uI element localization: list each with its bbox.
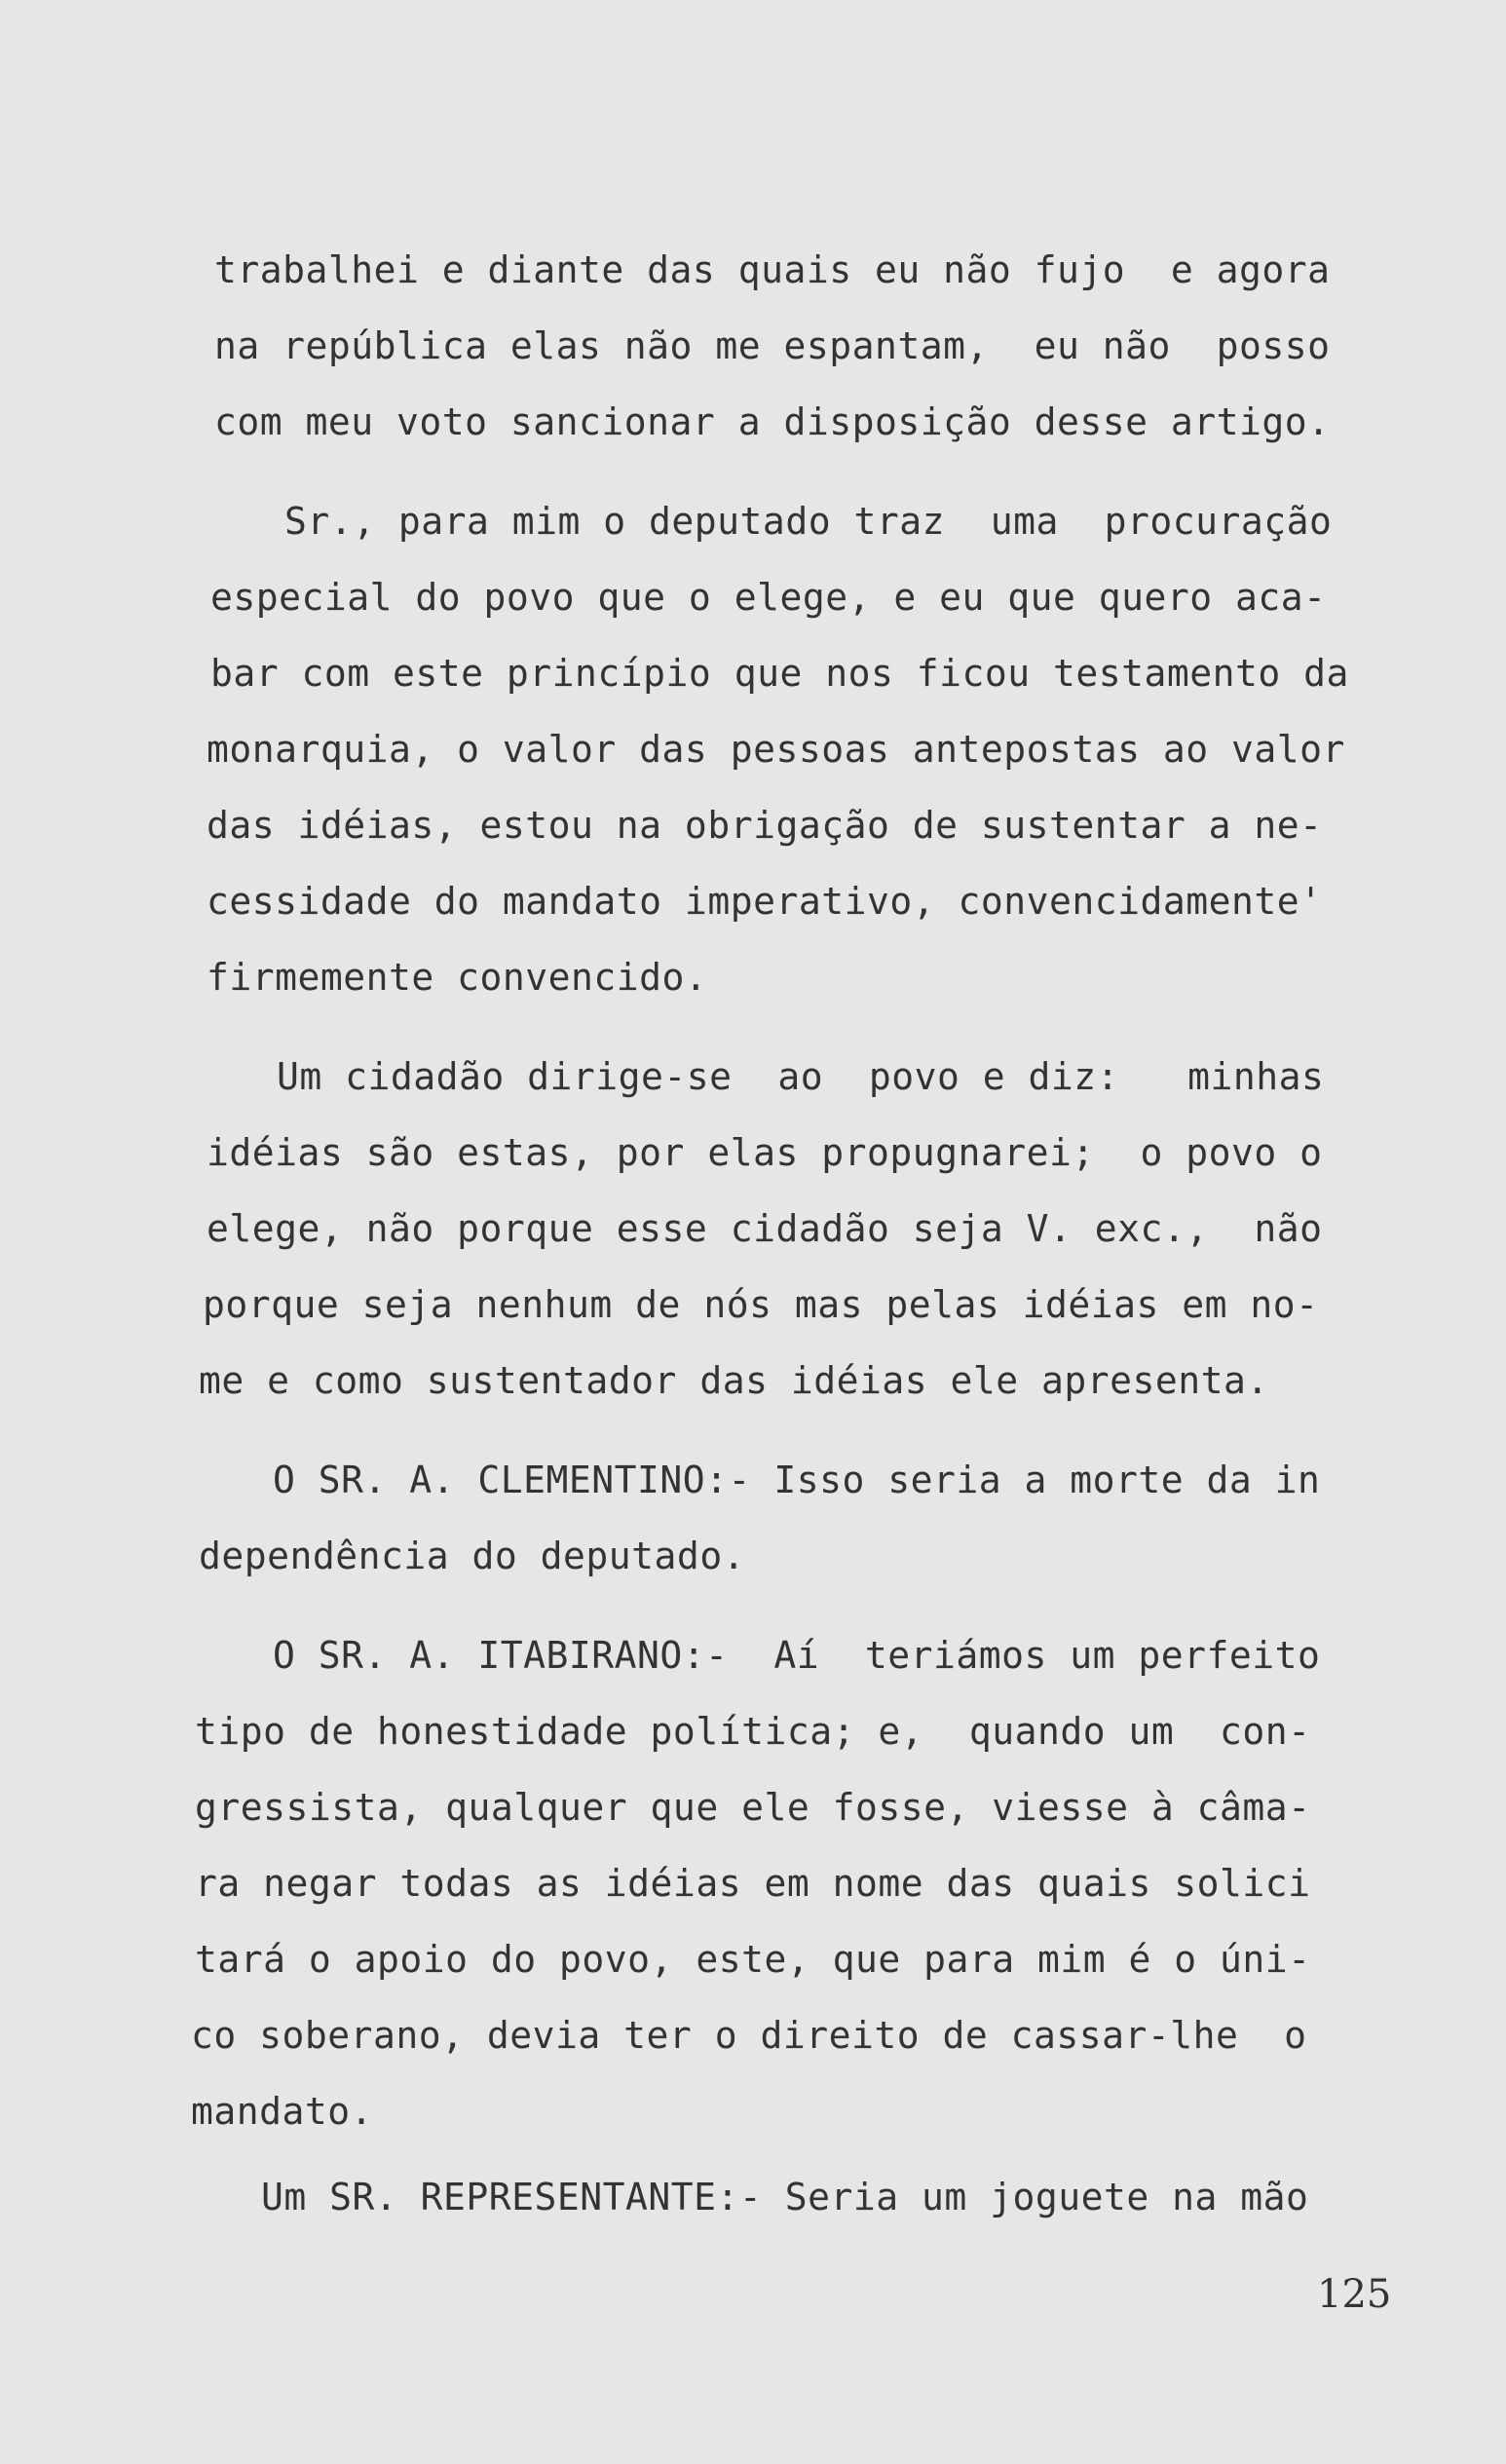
text-line: bar com este princípio que nos ficou testamento da [210,652,1349,695]
text-line: das idéias, estou na obrigação de sustentar a ne- [207,804,1323,847]
text-line: O SR. A. ITABIRANO:- Aí teriámos um perfeito [273,1634,1321,1677]
page-number: 125 [1317,2272,1392,2317]
text-line: dependência do deputado. [199,1535,746,1577]
text-line: trabalhei e diante das quais eu não fujo e agora [214,248,1331,291]
text-line: com meu voto sancionar a disposição desse artigo. [214,400,1331,443]
text-line: tará o apoio do povo, este, que para mim é o úni- [195,1938,1311,1981]
text-line: idéias são estas, por elas propugnarei; o povo o [207,1131,1323,1174]
text-line: co soberano, devia ter o direito de cassar-lhe o [191,2014,1307,2057]
text-line: monarquia, o valor das pessoas antepostas ao valor [207,728,1345,771]
text-line: ra negar todas as idéias em nome das quais solici [195,1862,1311,1905]
text-line: elege, não porque esse cidadão seja V. exc., não [207,1207,1323,1250]
text-line: especial do povo que o elege, e eu que quero aca- [210,576,1327,619]
text-line: gressista, qualquer que ele fosse, viesse à câma- [195,1786,1311,1829]
text-line: Um cidadão dirige-se ao povo e diz: minhas [277,1055,1325,1098]
text-line: porque seja nenhum de nós mas pelas idéias em no- [203,1283,1319,1326]
text-line: cessidade do mandato imperativo, convencidamente' [207,880,1323,923]
text-line: Sr., para mim o deputado traz uma procuração [284,500,1333,543]
text-line: firmemente convencido. [207,956,708,999]
text-line: na república elas não me espantam, eu não posso [214,324,1331,367]
text-line: me e como sustentador das idéias ele apresenta. [199,1359,1269,1402]
text-line: tipo de honestidade política; e, quando um con- [195,1710,1311,1753]
text-line: mandato. [191,2090,374,2133]
text-line: O SR. A. CLEMENTINO:- Isso seria a morte da in [273,1459,1321,1501]
text-line: Um SR. REPRESENTANTE:- Seria um joguete na mão [261,2176,1309,2218]
